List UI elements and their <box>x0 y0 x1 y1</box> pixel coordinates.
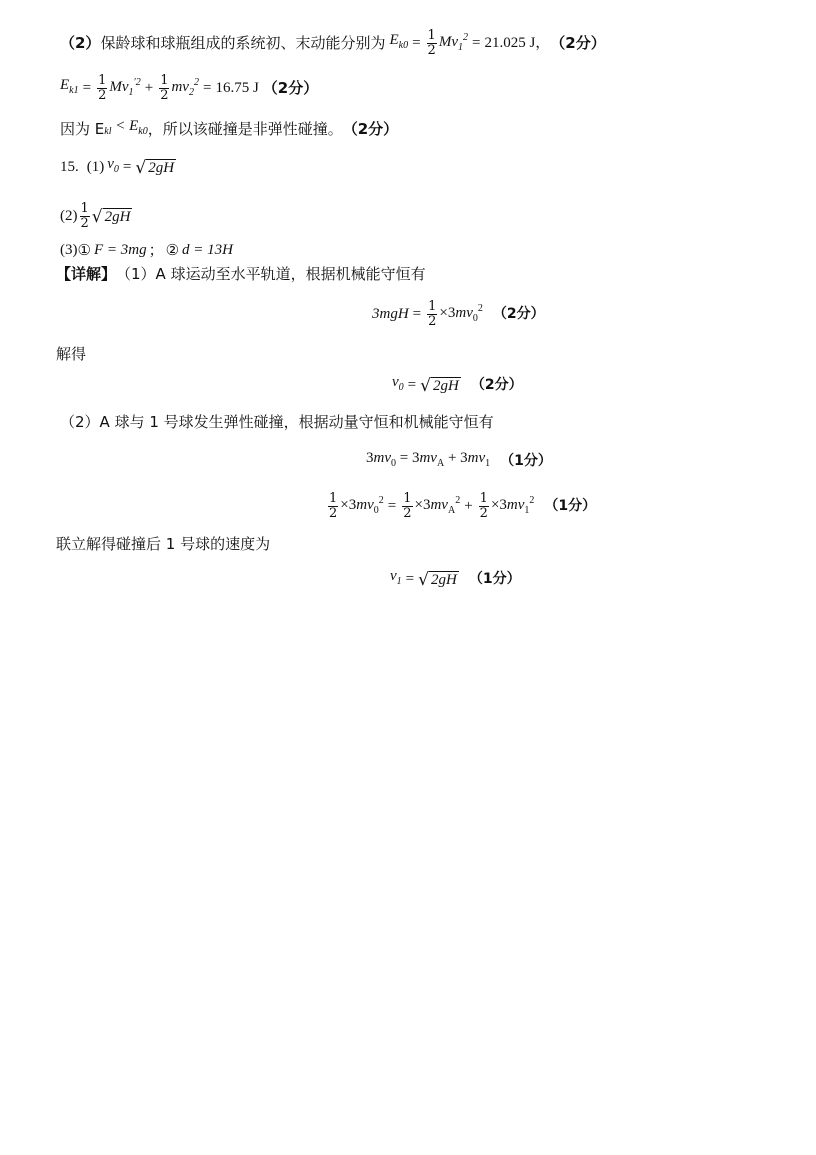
fraction-half: $\frac{1}{2}$ <box>80 200 89 231</box>
sqrt-2gh: √ 2gH <box>135 157 175 178</box>
eq4-term2: $\times 3mv_A^2$ <box>414 495 461 516</box>
eq4-term3: $\times 3mv_1^2$ <box>490 495 535 516</box>
ek0-score: （2分） <box>550 34 606 52</box>
part2-text: 保龄球和球瓶组成的系统初、末动能分别为 <box>100 34 386 52</box>
solve-text: 解得 <box>56 345 87 363</box>
ek0-value: 21.025 J， <box>484 35 551 51</box>
eq1-line <box>372 296 545 332</box>
circled-two: ② <box>165 241 180 259</box>
detail-p1: （1）A 球运动至水平轨道，根据机械能守恒有 <box>116 265 426 283</box>
fraction-half: $\frac{1}{2}$ <box>329 490 338 521</box>
plus: + <box>144 80 154 96</box>
circled-one: ① <box>77 241 91 259</box>
eq1-rhs: $\times 3mv_0^2$ <box>439 303 483 324</box>
eq5-score: （1分） <box>468 571 521 587</box>
eq2-line <box>392 372 523 398</box>
detail-p2: （2）A 球与 1 号球发生弹性碰撞，根据动量守恒和机械能守恒有 <box>60 413 494 431</box>
ek1-value: 16.75 J <box>215 80 259 96</box>
equals: = <box>202 80 212 96</box>
eq5-line <box>390 566 521 592</box>
equals: = <box>412 35 421 51</box>
fraction-half: $\frac{1}{2}$ <box>479 490 488 521</box>
q15-answer3-line <box>60 240 233 260</box>
eq1-lhs: 3mgH <box>372 306 409 322</box>
conclusion-tail: ，所以该碰撞是非弹性碰撞。 <box>147 120 343 138</box>
fraction-half: $\frac{1}{2}$ <box>160 72 169 103</box>
q15-a3-label: (3) <box>60 242 78 258</box>
eq4-term1: $\times 3mv_0^2$ <box>340 495 384 516</box>
fraction-half: $\frac{1}{2}$ <box>427 27 436 58</box>
detail-p3: 联立解得碰撞后 1 号球的速度为 <box>56 535 271 553</box>
q15-answer1-line <box>60 154 176 180</box>
ek1-term1: $Mv_1^{'2}$ <box>109 77 141 98</box>
q15-a1-label: (1) <box>86 159 105 175</box>
conclusion-inequality: $_{kl} < E_{k0}$ <box>104 118 148 137</box>
eq5-lhs: $v_1$ <box>390 568 402 587</box>
solve-line <box>56 344 86 364</box>
eq1-score: （2分） <box>492 306 545 322</box>
equals: = <box>412 306 422 322</box>
detail-p2-line <box>60 412 494 432</box>
fraction-half: $\frac{1}{2}$ <box>403 490 412 521</box>
eq3-score: （1分） <box>500 453 552 469</box>
q15-number: 15. <box>60 159 79 175</box>
conclusion-score: （2分） <box>342 120 399 138</box>
equals: = <box>407 377 417 393</box>
ek0-symbol: $E_{k0}$ <box>389 32 409 51</box>
separator: ； <box>148 241 164 259</box>
ek1-term2: $mv_2^2$ <box>171 77 199 98</box>
q15-a3-part2: d = 13H <box>182 242 234 258</box>
eq4-line <box>326 488 596 524</box>
ek1-symbol: $E_{k1}$ <box>60 77 79 96</box>
eq3-line <box>366 448 552 474</box>
detail-p3-line <box>56 534 270 554</box>
equals: = <box>82 80 92 96</box>
eq3-expression: $3mv_0 = 3mv_A + 3mv_1$ <box>366 450 491 469</box>
part2-line <box>60 26 606 60</box>
equals: = <box>405 571 415 587</box>
ek1-line <box>60 70 318 106</box>
equals: = <box>122 159 132 175</box>
plus: + <box>464 498 473 514</box>
sqrt-2gh: √ 2gH <box>420 375 459 396</box>
ek0-expression: $Mv_1^2$ <box>438 32 468 53</box>
equals: = <box>471 35 481 51</box>
conclusion-line <box>60 116 398 142</box>
q15-answer2-line <box>60 198 132 234</box>
sqrt-2gh: √ 2gH <box>91 206 131 227</box>
detail-heading-line <box>56 264 426 284</box>
eq2-score: （2分） <box>470 377 523 393</box>
q15-a2-label: (2) <box>60 208 78 224</box>
fraction-half: $\frac{1}{2}$ <box>428 298 437 329</box>
ek1-score: （2分） <box>262 79 319 97</box>
part2-label: （2） <box>60 34 101 52</box>
fraction-half: $\frac{1}{2}$ <box>98 72 107 103</box>
detail-heading: 【详解】 <box>56 265 117 283</box>
eq4-score: （1分） <box>544 498 597 514</box>
conclusion-lead: 因为 E <box>60 120 105 138</box>
sqrt-2gh: √ 2gH <box>418 569 457 590</box>
q15-a1-expression: $v_0$ <box>107 156 119 175</box>
equals: = <box>387 498 397 514</box>
q15-a3-part1: F = 3mg <box>93 242 147 258</box>
eq2-lhs: $v_0$ <box>392 374 404 393</box>
